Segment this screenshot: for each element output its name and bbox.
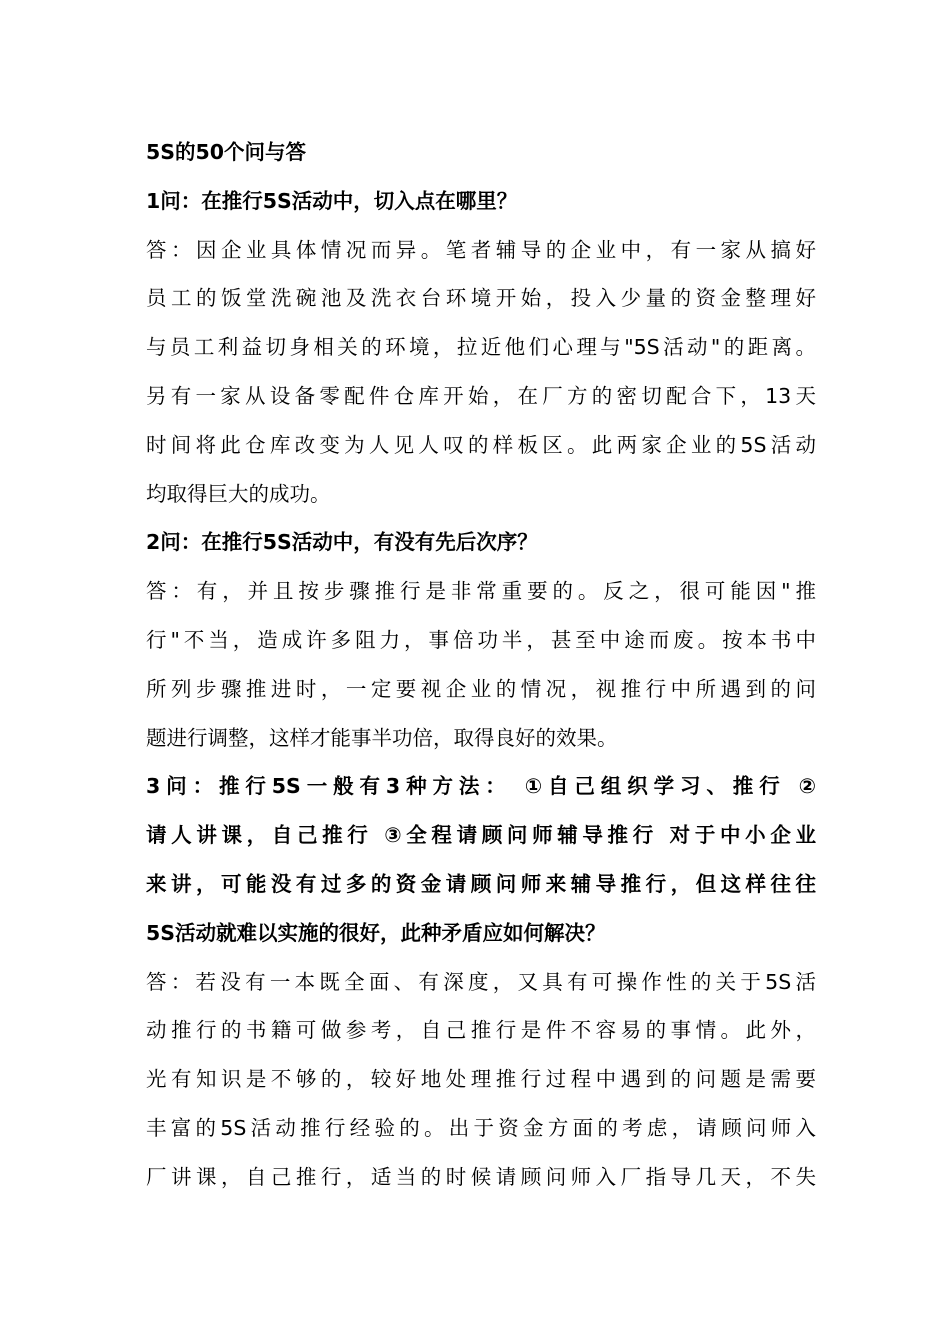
answer-1-line-6: 均取得巨大的成功。: [146, 481, 331, 506]
answer-1-line-3: 与员工利益切身相关的环境，拉近他们心理与"5S活动"的距离。: [146, 335, 816, 360]
question-1-line-1: 1问：在推行5S活动中，切入点在哪里？: [146, 188, 518, 213]
answer-3-line-1: 答：若没有一本既全面、有深度，又具有可操作性的关于5S活: [146, 969, 816, 994]
qa-section-2: [146, 518, 816, 762]
answer-2-line-3: 所列步骤推进时，一定要视企业的情况，视推行中所遇到的问: [146, 676, 816, 701]
answer-1-line-4: 另有一家从设备零配件仓库开始，在厂方的密切配合下，13天: [146, 383, 816, 408]
question-2-line-1: 2问：在推行5S活动中，有没有先后次序？: [146, 530, 538, 555]
answer-3-line-3: 光有知识是不够的，较好地处理推行过程中遇到的问题是需要: [146, 1067, 816, 1092]
document-title: 5S的50个问与答: [146, 140, 307, 164]
answer-1-line-2: 员工的饭堂洗碗池及洗衣台环境开始，投入少量的资金整理好: [146, 286, 816, 311]
answer-3-line-5: 厂讲课，自己推行，适当的时候请顾问师入厂指导几天，不失: [146, 1164, 816, 1189]
answer-1-line-1: 答：因企业具体情况而异。笔者辅导的企业中，有一家从搞好: [146, 237, 816, 262]
answer-1-line-5: 时间将此仓库改变为人见人叹的样板区。此两家企业的5S活动: [146, 432, 816, 457]
question-3-line-1: 3问：推行5S一般有3种方法： ①自己组织学习、推行 ②: [146, 774, 816, 799]
question-3-line-4: 5S活动就难以实施的很好，此种矛盾应如何解决？: [146, 920, 606, 945]
question-3-line-3: 来讲，可能没有过多的资金请顾问师来辅导推行，但这样往往: [146, 871, 816, 896]
question-3-line-2: 请人讲课，自己推行 ③全程请顾问师辅导推行 对于中小企业: [146, 823, 816, 848]
answer-3-line-4: 丰富的5S活动推行经验的。出于资金方面的考虑，请顾问师入: [146, 1115, 816, 1140]
answer-3-line-2: 动推行的书籍可做参考，自己推行是件不容易的事情。此外，: [146, 1018, 816, 1043]
qa-section-1: [146, 177, 816, 519]
answer-2-line-2: 行"不当，造成许多阻力，事倍功半，甚至中途而废。按本书中: [146, 627, 816, 652]
answer-2-line-4: 题进行调整，这样才能事半功倍，取得良好的效果。: [146, 725, 618, 750]
document-body: [146, 128, 816, 1202]
qa-section-3: [146, 762, 816, 1201]
answer-2-line-1: 答：有，并且按步骤推行是非常重要的。反之，很可能因"推: [146, 579, 816, 604]
